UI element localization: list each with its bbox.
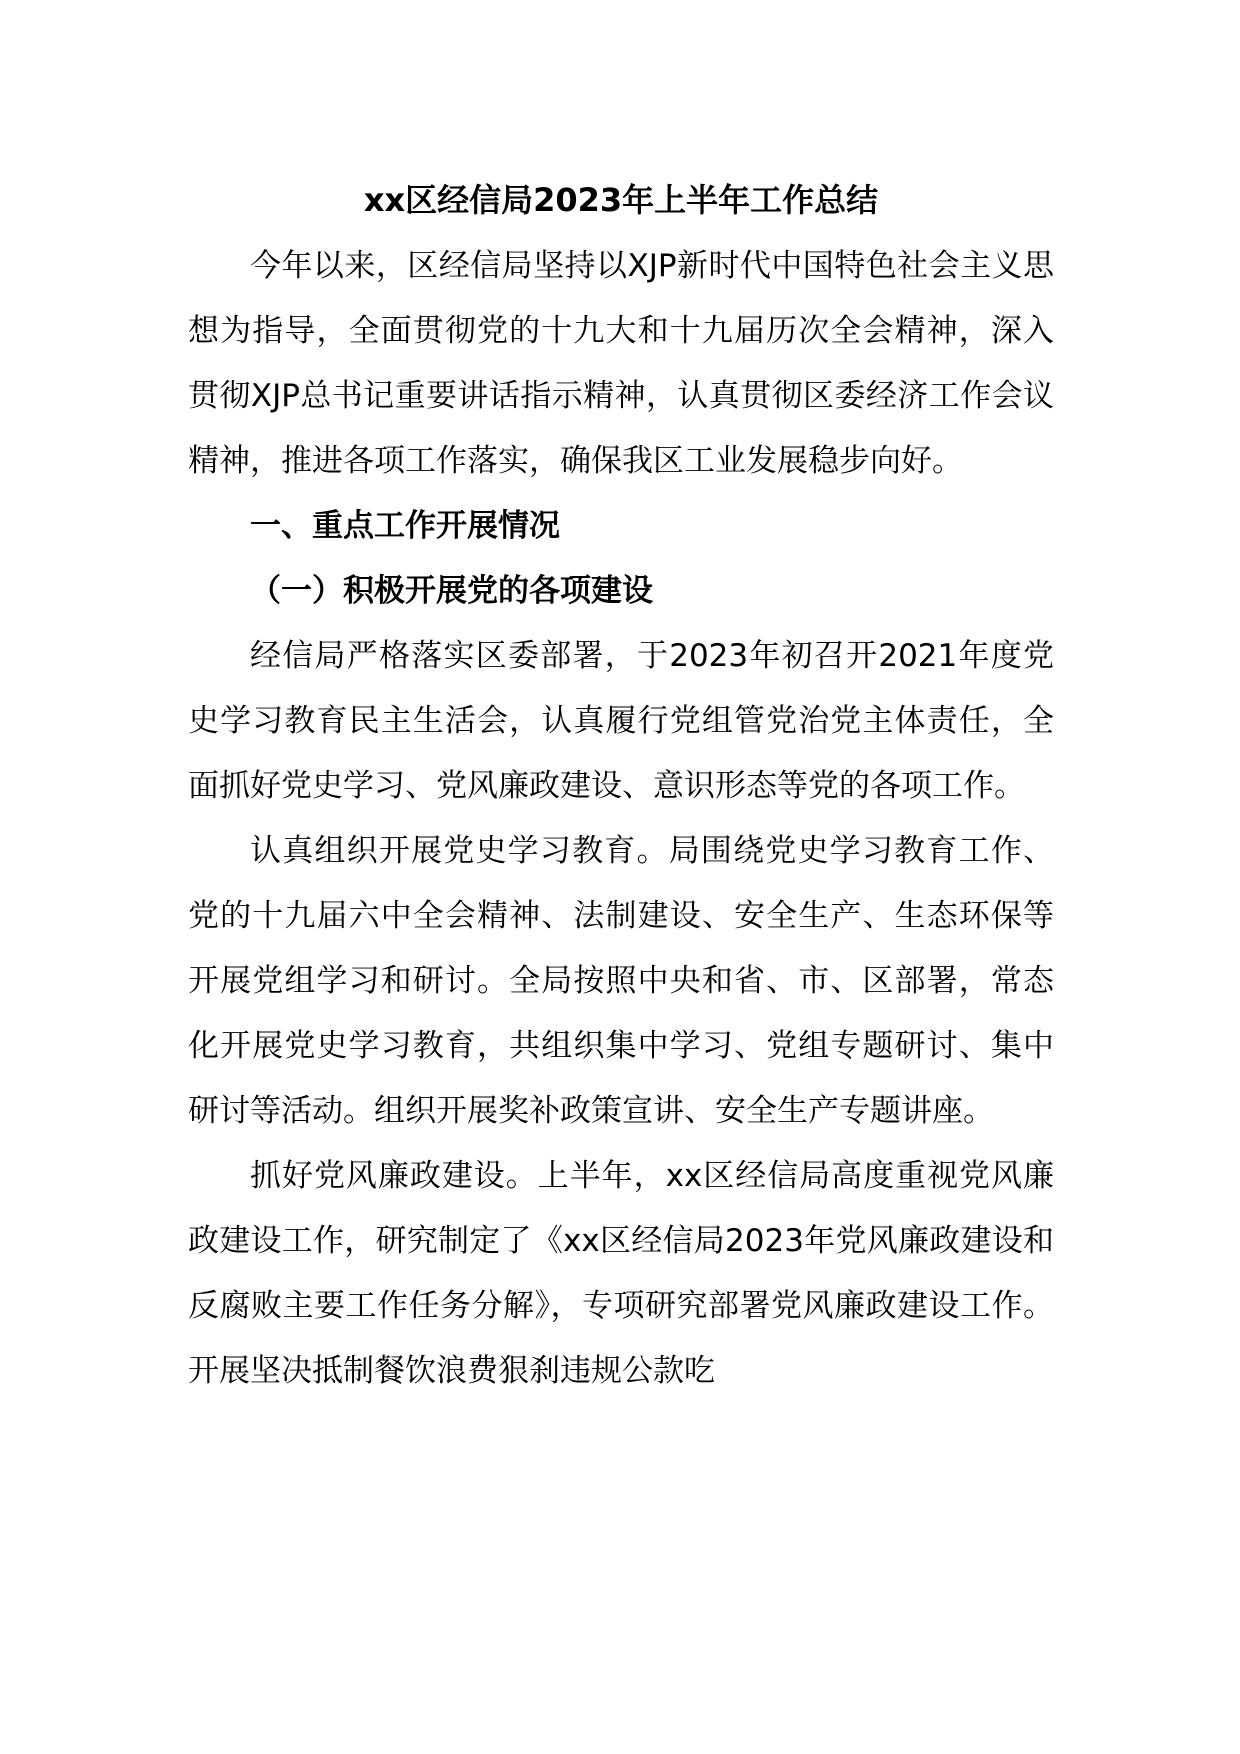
body-paragraph-3: 抓好党风廉政建设。上半年，xx区经信局高度重视党风廉政建设工作，研究制定了《xx区经信局2023年党风廉政建设和反腐败主要工作任务分解》，专项研究部署党风廉政建设工作。开展坚决抵制餐饮浪费狠刹违规公款吃: [188, 1158, 1054, 1389]
intro-paragraph: 今年以来，区经信局坚持以XJP新时代中国特色社会主义思想为指导，全面贯彻党的十九大和十九届历次全会精神，深入贯彻XJP总书记重要讲话指示精神，认真贯彻区委经济工作会议精神，推进各项工作落实，确保我区工业发展稳步向好。: [188, 248, 1054, 479]
body-paragraph-1: 经信局严格落实区委部署，于2023年初召开2021年度党史学习教育民主生活会，认真履行党组管党治党主体责任，全面抓好党史学习、党风廉政建设、意识形态等党的各项工作。: [188, 638, 1054, 804]
document-page: [188, 170, 1054, 1404]
document-title: xx区经信局2023年上半年工作总结: [363, 181, 879, 219]
subsection-heading-1: （一）积极开展党的各项建设: [250, 573, 653, 609]
section-heading-1: 一、重点工作开展情况: [250, 508, 560, 544]
body-paragraph-2: 认真组织开展党史学习教育。局围绕党史学习教育工作、党的十九届六中全会精神、法制建设、安全生产、生态环保等开展党组学习和研讨。全局按照中央和省、市、区部署，常态化开展党史学习教育，共组织集中学习、党组专题研讨、集中研讨等活动。组织开展奖补政策宣讲、安全生产专题讲座。: [188, 833, 1054, 1129]
document-body: [188, 234, 1054, 1404]
